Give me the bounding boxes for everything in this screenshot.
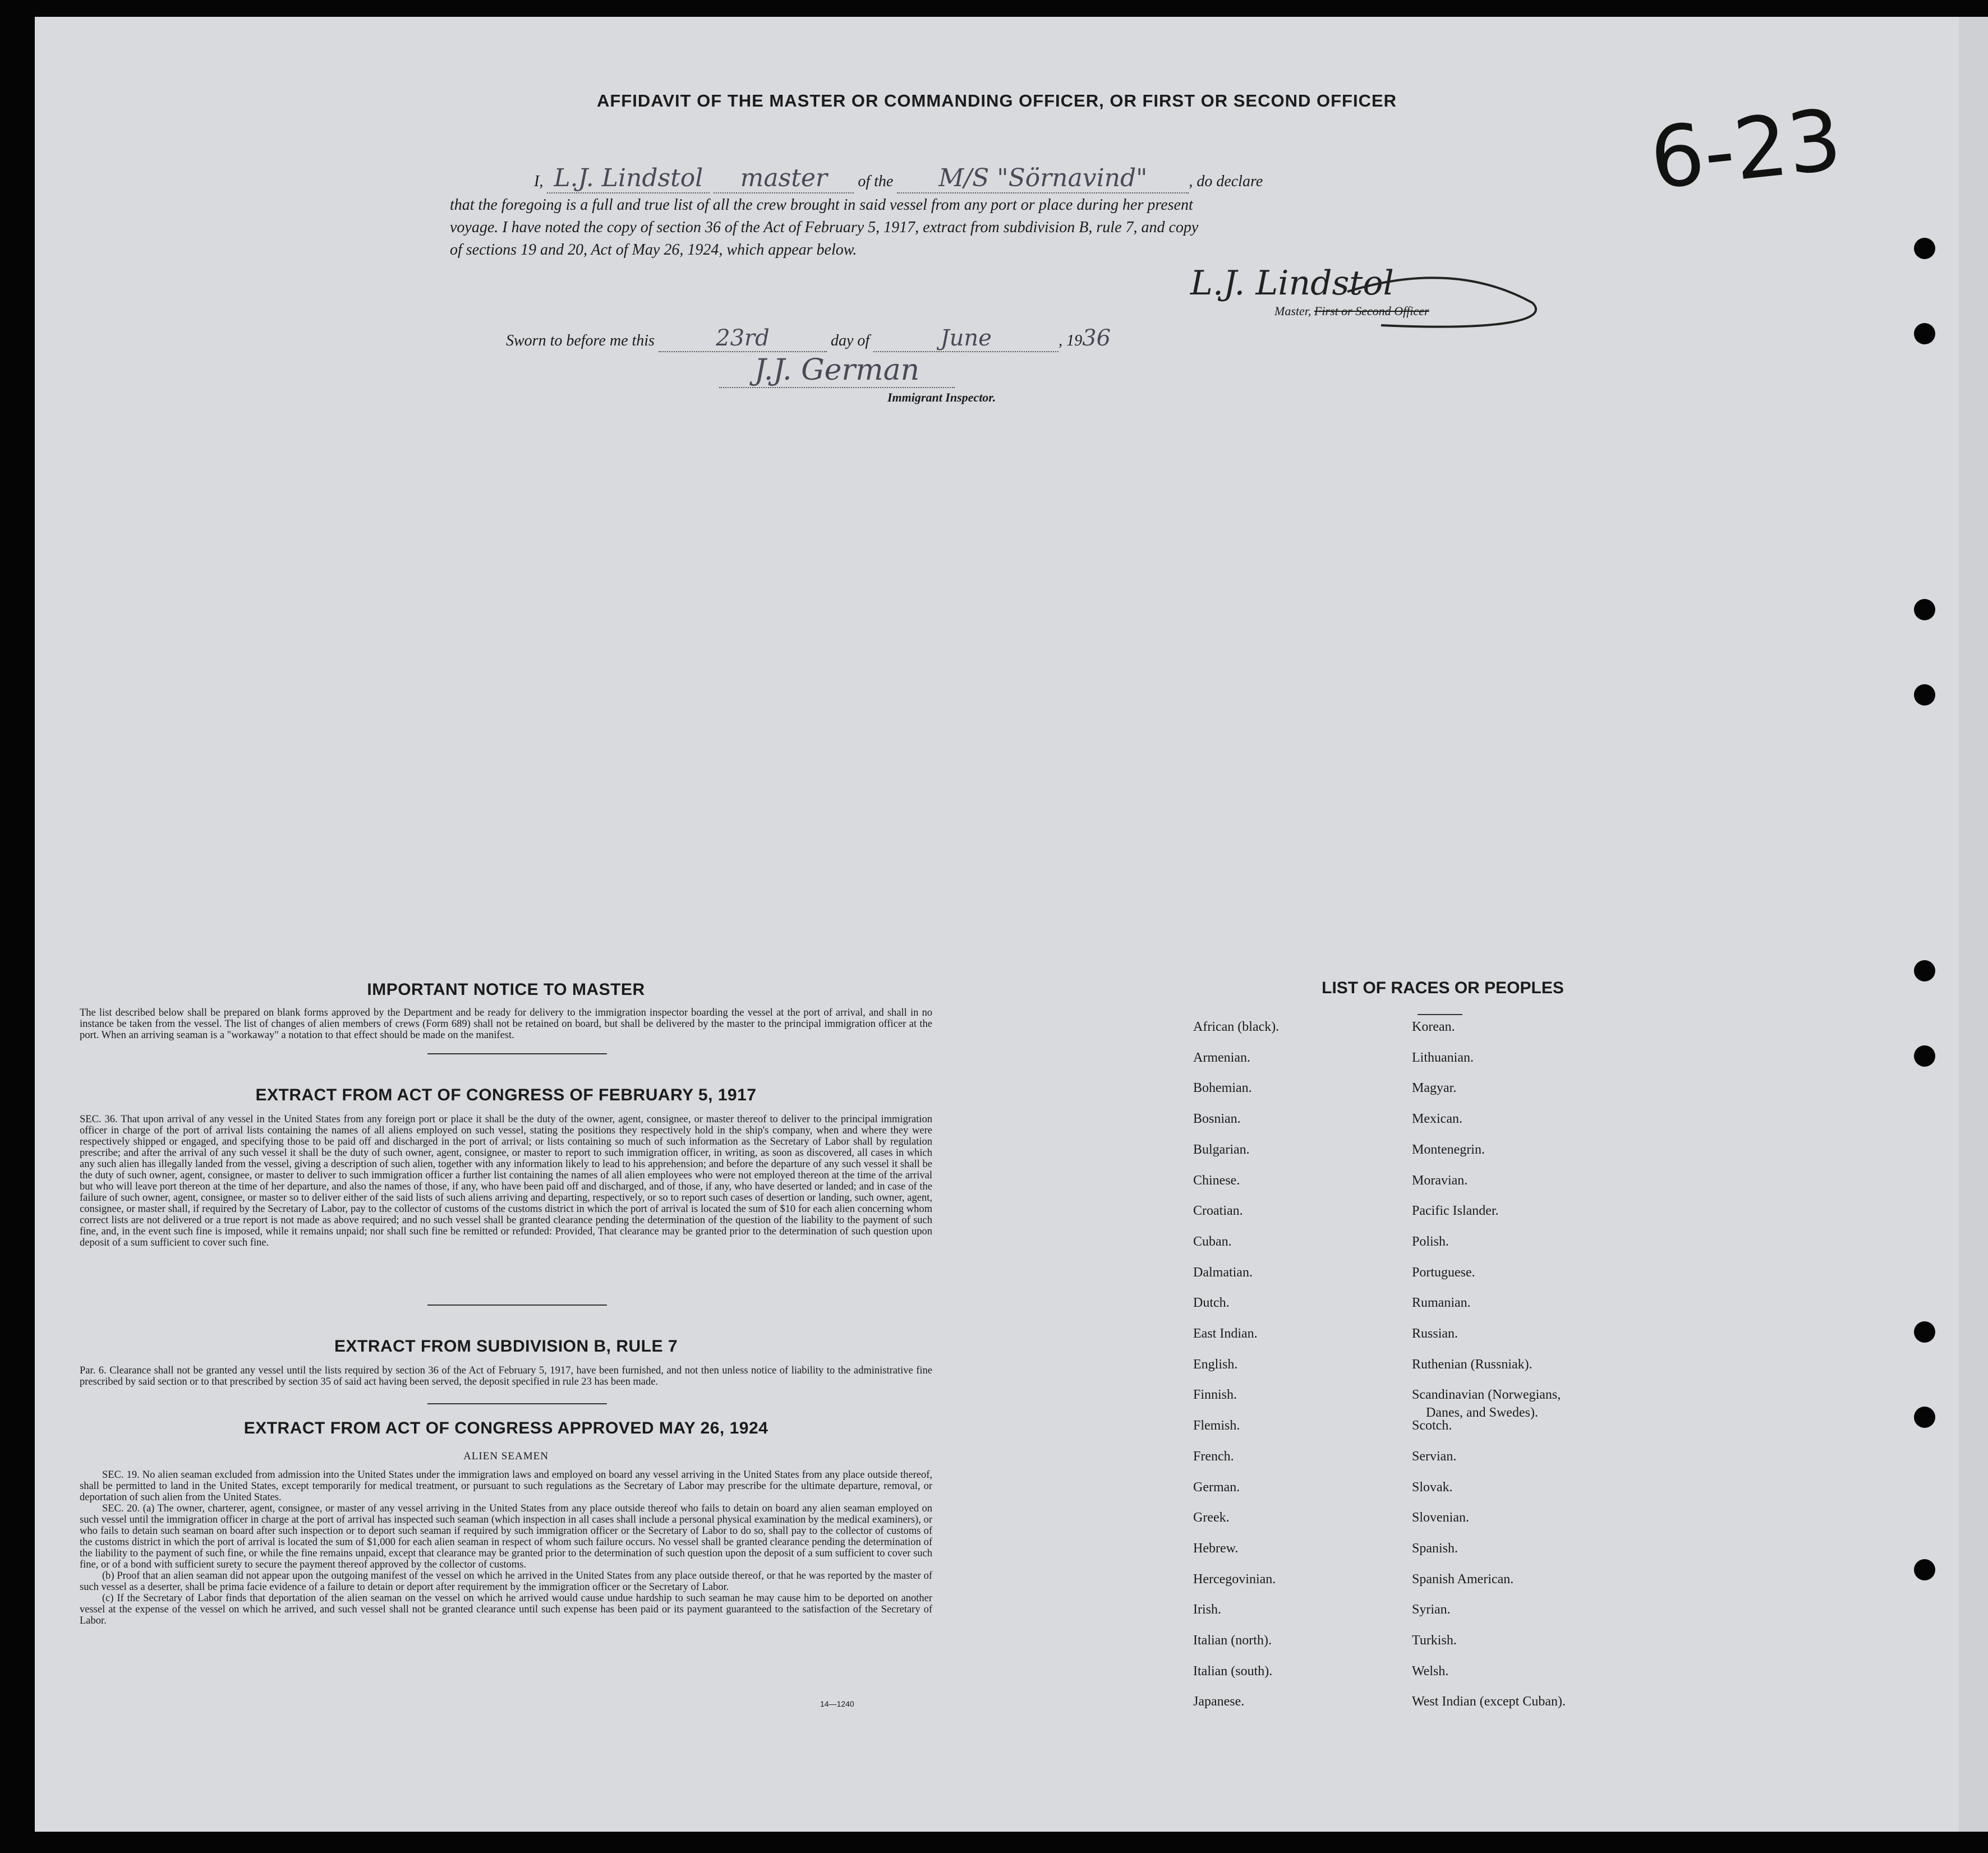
race-item: Slovak.	[1412, 1479, 1453, 1495]
sec-20c-text: (c) If the Secretary of Labor finds that deportation of the alien seaman on the vessel on which he arrived would cause undue hardship to such seaman he may cause him to be deported on another vessel at the expense of the vessel on which he arrived, and such vessel shall not be granted clearance until such expense has been paid or its payment guaranteed to the satisfaction of the Secretary of Labor.	[80, 1593, 932, 1626]
caption-officer-struck: First or Second Officer	[1314, 304, 1429, 318]
affidavit-line1-suffix: , do declare	[1189, 173, 1263, 190]
form-number: 14—1240	[820, 1699, 854, 1708]
binding-strip	[1959, 17, 1988, 1832]
race-item: Slovenian.	[1412, 1510, 1469, 1525]
race-item: Ruthenian (Russniak).	[1412, 1357, 1533, 1372]
race-item: Finnish.	[1193, 1388, 1237, 1403]
caption-master: Master,	[1274, 304, 1311, 318]
punch-hole	[1914, 960, 1935, 981]
race-item: Chinese.	[1193, 1173, 1240, 1188]
punch-hole	[1914, 1045, 1935, 1067]
race-item: French.	[1193, 1449, 1234, 1464]
handwritten-page-number: 6-23	[1645, 91, 1846, 209]
race-item: Russian.	[1412, 1326, 1458, 1341]
punch-hole	[1914, 1407, 1935, 1428]
punch-hole	[1914, 1321, 1935, 1343]
notice-text: The list described below shall be prepared on blank forms approved by the Department and be ready for delivery to the immigration inspector boarding the vessel at the port of arrival, and shall in no instance be taken from the vessel. The list of changes of alien members of crews (Form 689) shall not be retained on board, but shall be delivered by the master to the principal immigration officer at the port. When an arriving seaman is a "workaway" a notation to that effect should be made on the manifest.	[80, 1007, 932, 1041]
race-item: Portuguese.	[1412, 1265, 1475, 1280]
extract-rule7-text: Par. 6. Clearance shall not be granted any vessel until the lists required by section 36 of the Act of February 5, 1917, have been furnished, and not then unless notice of liability to the administrative fine prescribed by said section or to that prescribed by section 35 of said act having been served, the deposit specified in rule 23 has been made.	[80, 1365, 932, 1388]
race-item: East Indian.	[1193, 1326, 1258, 1341]
race-item: Croatian.	[1193, 1204, 1243, 1219]
affidavit-page	[35, 17, 1959, 1832]
extract-1924-subtitle: ALIEN SEAMEN	[463, 1450, 549, 1462]
race-item: Moravian.	[1412, 1173, 1468, 1188]
divider	[427, 1403, 607, 1404]
race-item: English.	[1193, 1357, 1238, 1372]
extract-1924-sections	[80, 1469, 932, 1626]
divider	[427, 1053, 607, 1054]
race-item: Korean.	[1412, 1020, 1455, 1034]
affidavit-line-3: voyage. I have noted the copy of section 36 of the Act of February 5, 1917, extract from subdivision B, rule 7, and copy	[450, 219, 1199, 236]
sworn-month-handwritten: June	[873, 325, 1059, 352]
affidavit-title: AFFIDAVIT OF THE MASTER OR COMMANDING OFFICER, OR FIRST OR SECOND OFFICER	[596, 91, 1397, 110]
race-item: Rumanian.	[1412, 1296, 1471, 1311]
sworn-day-handwritten: 23rd	[659, 325, 827, 352]
race-item: Spanish American.	[1412, 1571, 1514, 1587]
extract-1924-title: EXTRACT FROM ACT OF CONGRESS APPROVED MAY 26, 1924	[243, 1419, 768, 1437]
race-item: Bulgarian.	[1193, 1142, 1250, 1157]
punch-hole	[1914, 323, 1935, 344]
sec-19-text: SEC. 19. No alien seaman excluded from admission into the United States under the immigration laws and employed on board any vessel arriving in the United States from any place outside thereof, shall be permitted to land in the United States, except temporarily for medical treatment, or pursuant to such regulations as the Secretary of Labor may prescribe for the ultimate departure, removal, or deportation of such alien from the United States.	[80, 1469, 932, 1503]
inspector-caption: Immigrant Inspector.	[887, 390, 996, 404]
sec-20a-text: SEC. 20. (a) The owner, charterer, agent, consignee, or master of any vessel arriving in the United States from any place outside thereof who fails to detain on board any alien seaman employed on such vessel until the immigration officer in charge at the port of arrival has inspected such seaman (which inspection in all cases shall include a personal physical examination by the medical examiners), or who fails to detain such seaman on board after such inspection or to deport such seaman if required by such immigration officer or the Secretary of Labor to do so, shall pay to the collector of customs of the customs district in which the port of arrival is located the sum of $1,000 for each alien seaman in respect of whom such failure occurs. No vessel shall be granted clearance pending the determination of the liability to the payment of such fine, or while the fine remains unpaid, except that clearance may be granted prior to the determination of such question upon the deposit of a sum sufficient to cover such fine, or of a bond with sufficient surety to secure the payment thereof approved by the collector of customs.	[80, 1503, 932, 1570]
inspector-signature: J.J. German	[719, 353, 955, 388]
sworn-year-prefix: , 19	[1059, 332, 1083, 349]
race-item: Montenegrin.	[1412, 1142, 1485, 1157]
race-item: Spanish.	[1412, 1541, 1458, 1556]
race-item: Pacific Islander.	[1412, 1204, 1499, 1219]
notice-title: IMPORTANT NOTICE TO MASTER	[367, 980, 645, 999]
race-item: Irish.	[1193, 1602, 1221, 1617]
race-item: Japanese.	[1193, 1694, 1245, 1709]
vessel-name-handwritten: M/S "Sörnavind"	[897, 164, 1189, 193]
race-item: Armenian.	[1193, 1050, 1250, 1065]
race-item: Dalmatian.	[1193, 1265, 1253, 1280]
signature-flourish	[1336, 258, 1561, 337]
sworn-line	[506, 325, 1111, 352]
race-item: Welsh.	[1412, 1663, 1449, 1679]
race-item: Bosnian.	[1193, 1112, 1241, 1127]
master-signature: L.J. Lindstol	[1190, 264, 1394, 303]
race-item: Flemish.	[1193, 1418, 1240, 1433]
punch-hole	[1914, 684, 1935, 706]
divider	[427, 1305, 607, 1306]
divider	[1418, 1014, 1462, 1015]
affidavit-line-4: of sections 19 and 20, Act of May 26, 1924, which appear below.	[450, 241, 857, 259]
race-item: Servian.	[1412, 1449, 1457, 1464]
master-rank-handwritten: master	[714, 164, 854, 193]
race-item: Lithuanian.	[1412, 1050, 1474, 1065]
race-item: Magyar.	[1412, 1081, 1457, 1096]
race-item: Turkish.	[1412, 1633, 1457, 1648]
extract-1917-text: SEC. 36. That upon arrival of any vessel in the United States from any foreign port or place it shall be the duty of the owner, agent, consignee, or master thereof to deliver to the principal immigration officer in charge of the port of arrival lists containing the names of all aliens employed on such vessel, stating the positions they respectively hold in the ship's company, when and where they were respectively shipped or engaged, and specifying those to be paid off and discharged in the port of arrival; or lists containing so much of such information as the Secretary of Labor shall by regulation prescribe; and after the arrival of any such vessel it shall be the duty of such owner, agent, consignee, or master to report to such immigration officer, in writing, as soon as discovered, all cases in which any such alien has illegally landed from the vessel, giving a description of such alien, together with any information likely to lead to his apprehension; and before the departure of any such vessel it shall be the duty of such owner, agent, consignee, or master to deliver to such immigration officer a further list containing the names of all alien employees who were not employed thereon at the time of the arrival but who will leave port thereon at the time of her departure, and also the names of those, if any, who have been paid off and discharged, and of those, if any, who have deserted or landed; and in case of the failure of such owner, agent, consignee, or master so to deliver either of the said lists of such aliens arriving and departing, respectively, or so to report such cases of desertion or landing, such owner, agent, consignee, or master shall, if required by the Secretary of Labor, pay to the collector of customs of the customs district in which the port of arrival is located the sum of $10 for each alien concerning whom correct lists are not delivered or a true report is not made as above required; and no such vessel shall be granted clearance pending the determination of the question of the liability to the payment of such fine, and, in the event such fine is imposed, while it remains unpaid; nor shall such fine be remitted or refunded: Provided, That clearance may be granted prior to the determination of such question upon deposit of a sum sufficient to cover such fine.	[80, 1114, 932, 1248]
race-item: Syrian.	[1412, 1602, 1451, 1617]
race-item: German.	[1193, 1479, 1240, 1495]
punch-hole	[1914, 1559, 1935, 1580]
race-item: Scandinavian (Norwegians,	[1412, 1388, 1561, 1403]
race-item: Hercegovinian.	[1193, 1571, 1276, 1587]
sec-20b-text: (b) Proof that an alien seaman did not appear upon the outgoing manifest of the vessel on which he arrived in the United States from any place outside thereof, or that he was reported by the master of such vessel as a deserter, shall be prima facie evidence of a failure to detain or deport after requirement by the immigration officer or the Secretary of Labor.	[80, 1570, 932, 1593]
races-title: LIST OF RACES OR PEOPLES	[1322, 979, 1564, 997]
extract-rule7-title: EXTRACT FROM SUBDIVISION B, RULE 7	[334, 1337, 678, 1356]
race-item: Polish.	[1412, 1234, 1449, 1249]
race-item: Hebrew.	[1193, 1541, 1239, 1556]
sworn-prefix: Sworn to before me this	[506, 332, 655, 349]
race-item: Greek.	[1193, 1510, 1230, 1525]
sworn-day-of: day of	[830, 332, 870, 349]
race-item: Italian (north).	[1193, 1633, 1272, 1648]
race-item: Mexican.	[1412, 1112, 1462, 1127]
extract-1917-title: EXTRACT FROM ACT OF CONGRESS OF FEBRUARY 5, 1917	[255, 1086, 757, 1104]
race-item: African (black).	[1193, 1020, 1280, 1034]
affidavit-line-1	[450, 164, 1572, 193]
race-item: West Indian (except Cuban).	[1412, 1694, 1566, 1709]
race-item: Bohemian.	[1193, 1081, 1252, 1096]
race-scandinavian-continued: Danes, and Swedes).	[1426, 1405, 1538, 1420]
affidavit-line-2: that the foregoing is a full and true list of all the crew brought in said vessel from any port or place during her present	[450, 196, 1193, 214]
affidavit-line1-prefix: I,	[534, 173, 544, 190]
race-item: Scotch.	[1412, 1418, 1452, 1433]
punch-hole	[1914, 599, 1935, 620]
race-item: Italian (south).	[1193, 1663, 1273, 1679]
race-item: Dutch.	[1193, 1296, 1230, 1311]
race-item: Cuban.	[1193, 1234, 1232, 1249]
sworn-year-handwritten: 36	[1082, 325, 1111, 351]
signature-caption	[1274, 304, 1429, 319]
affidavit-of-the: of the	[858, 173, 894, 190]
punch-hole	[1914, 238, 1935, 259]
master-name-handwritten: L.J. Lindstol	[547, 164, 710, 193]
